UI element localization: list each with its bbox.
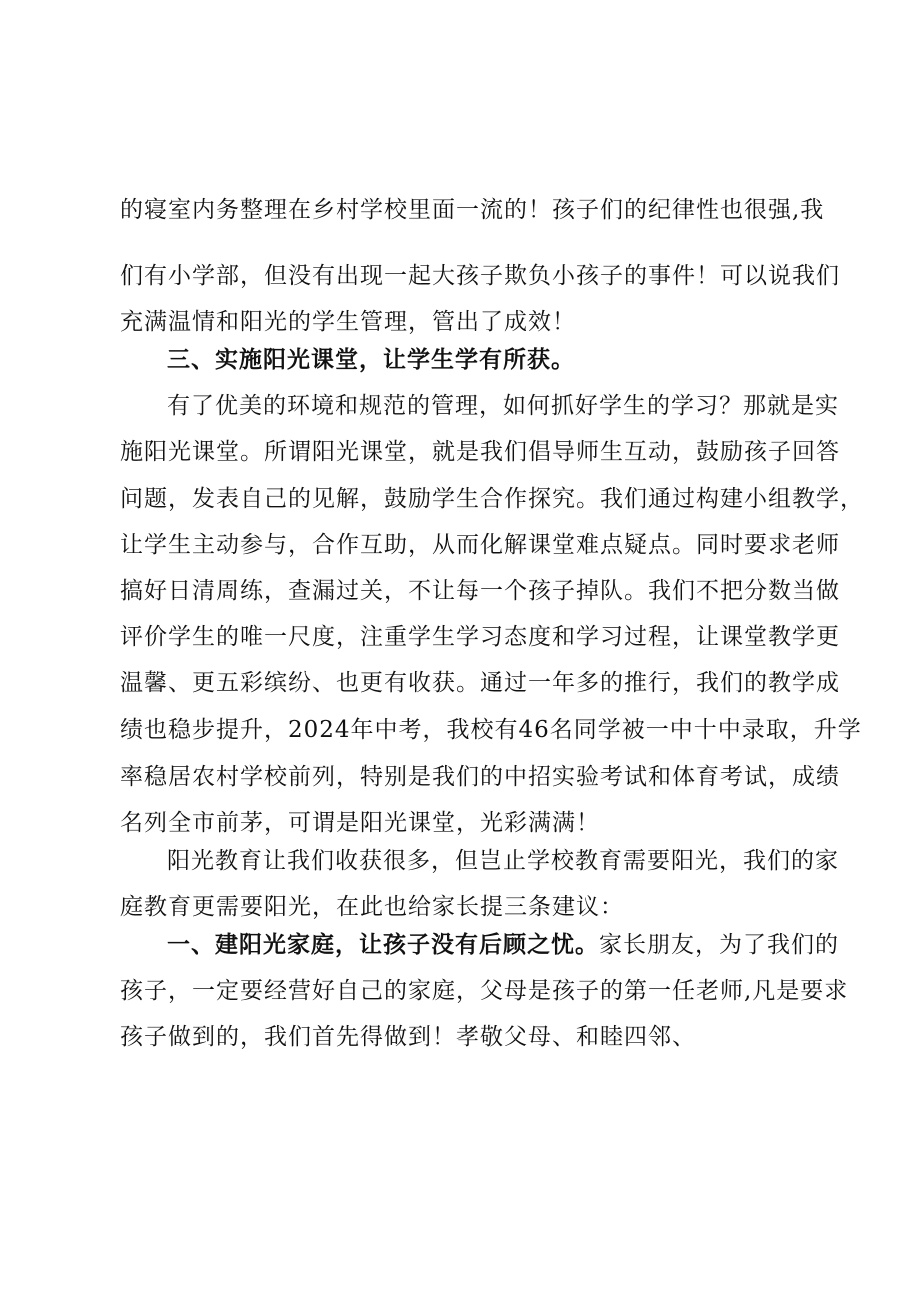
body-line: 绩也稳步提升，2024年中考，我校有46名同学被一中十中录取，升学 xyxy=(120,717,862,743)
body-line: 有了优美的环境和规范的管理，如何抓好学生的学习？那就是实 xyxy=(167,393,839,419)
body-line: 率稳居农村学校前列，特别是我们的中招实验考试和体育考试，成绩 xyxy=(120,764,840,790)
body-line: 阳光教育让我们收获很多，但岂止学校教育需要阳光，我们的家 xyxy=(167,848,839,874)
body-line: 的寝室内务整理在乡村学校里面一流的！孩子们的纪律性也很强,我 xyxy=(120,197,825,223)
body-line: 让学生主动参与，合作互助，从而化解课堂难点疑点。同时要求老师 xyxy=(120,532,840,558)
body-line-with-heading xyxy=(167,930,839,960)
body-line: 庭教育更需要阳光，在此也给家长提三条建议： xyxy=(120,894,624,920)
section-heading: 三、实施阳光课堂，让学生学有所获。 xyxy=(167,346,575,373)
body-line: 孩子，一定要经营好自己的家庭，父母是孩子的第一任老师,凡是要求 xyxy=(120,978,849,1004)
body-line: 搞好日清周练，查漏过关，不让每一个孩子掉队。我们不把分数当做 xyxy=(120,578,840,604)
body-line: 施阳光课堂。所谓阳光课堂，就是我们倡导师生互动，鼓励孩子回答 xyxy=(120,439,840,465)
inline-heading: 一、建阳光家庭，让孩子没有后顾之忧。 xyxy=(167,931,599,958)
body-line: 问题，发表自己的见解，鼓励学生合作探究。我们通过构建小组教学， xyxy=(120,486,864,512)
body-line: 充满温情和阳光的学生管理，管出了成效！ xyxy=(120,309,576,335)
body-line: 名列全市前茅，可谓是阳光课堂，光彩满满！ xyxy=(120,810,600,836)
body-line: 们有小学部，但没有出现一起大孩子欺负小孩子的事件！可以说我们 xyxy=(120,263,840,289)
body-line: 孩子做到的，我们首先得做到！孝敬父母、和睦四邻、 xyxy=(120,1024,696,1050)
body-line: 评价学生的唯一尺度，注重学生学习态度和学习过程，让课堂教学更 xyxy=(120,624,840,650)
inline-text: 家长朋友，为了我们的 xyxy=(599,932,839,958)
body-line: 温馨、更五彩缤纷、也更有收获。通过一年多的推行，我们的教学成 xyxy=(120,670,840,696)
